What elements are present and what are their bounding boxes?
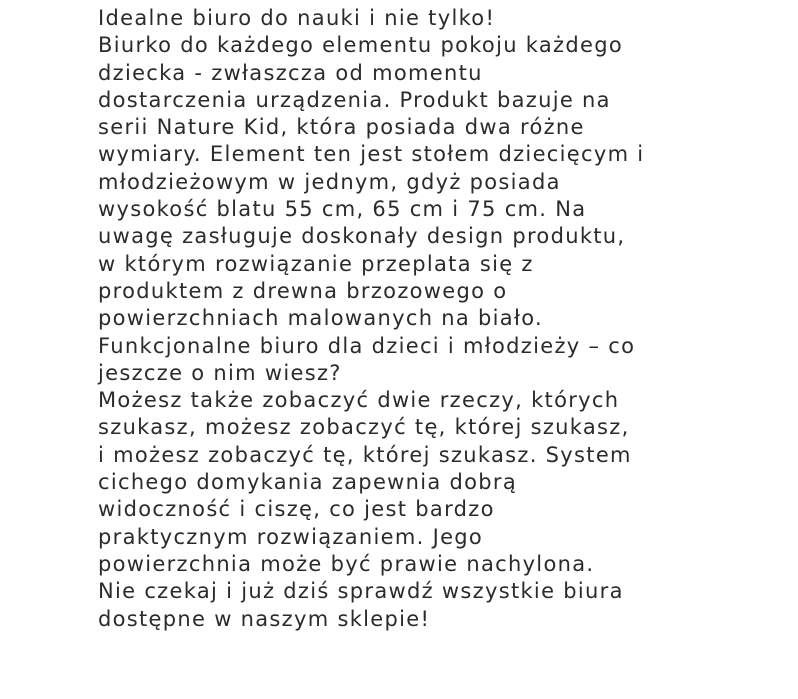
text-line: wysokość blatu 55 cm, 65 cm i 75 cm. Na (98, 197, 587, 222)
text-line: jeszcze o nim wiesz? (98, 360, 342, 385)
text-line: i możesz zobaczyć tę, której szukasz. System (98, 442, 632, 467)
text-line: widoczność i ciszę, co jest bardzo (98, 497, 495, 522)
text-line: w którym rozwiązanie przeplata się z (98, 251, 534, 276)
text-line: młodzieżowym w jednym, gdyż posiada (98, 169, 561, 194)
text-line: Nie czekaj i już dziś sprawdź wszystkie biura (98, 579, 624, 604)
text-line: dostarczenia urządzenia. Produkt bazuje na (98, 87, 611, 112)
product-description (98, 5, 788, 633)
text-line: uwagę zasługuje doskonały design produktu, (98, 224, 626, 249)
text-line: powierzchniach malowanych na biało. (98, 306, 543, 331)
text-line: Biurko do każdego elementu pokoju każdego (98, 33, 624, 58)
text-line: cichego domykania zapewnia dobrą (98, 470, 518, 495)
text-line: szukasz, możesz zobaczyć tę, której szukasz, (98, 415, 630, 440)
text-line: powierzchnia może być prawie nachylona. (98, 551, 595, 576)
text-line: dostępne w naszym sklepie! (98, 606, 431, 631)
text-line: dziecka - zwłaszcza od momentu (98, 60, 483, 85)
text-line: serii Nature Kid, która posiada dwa różne (98, 115, 585, 140)
text-line: Idealne biuro do nauki i nie tylko! (98, 6, 496, 30)
text-line: Możesz także zobaczyć dwie rzeczy, których (98, 388, 620, 413)
text-line: praktycznym rozwiązaniem. Jego (98, 524, 484, 549)
text-line: Funkcjonalne biuro dla dzieci i młodzieży – co (98, 333, 636, 358)
text-line: produktem z drewna brzozowego o (98, 278, 508, 303)
text-line: wymiary. Element ten jest stołem dziecięcym i (98, 142, 645, 167)
